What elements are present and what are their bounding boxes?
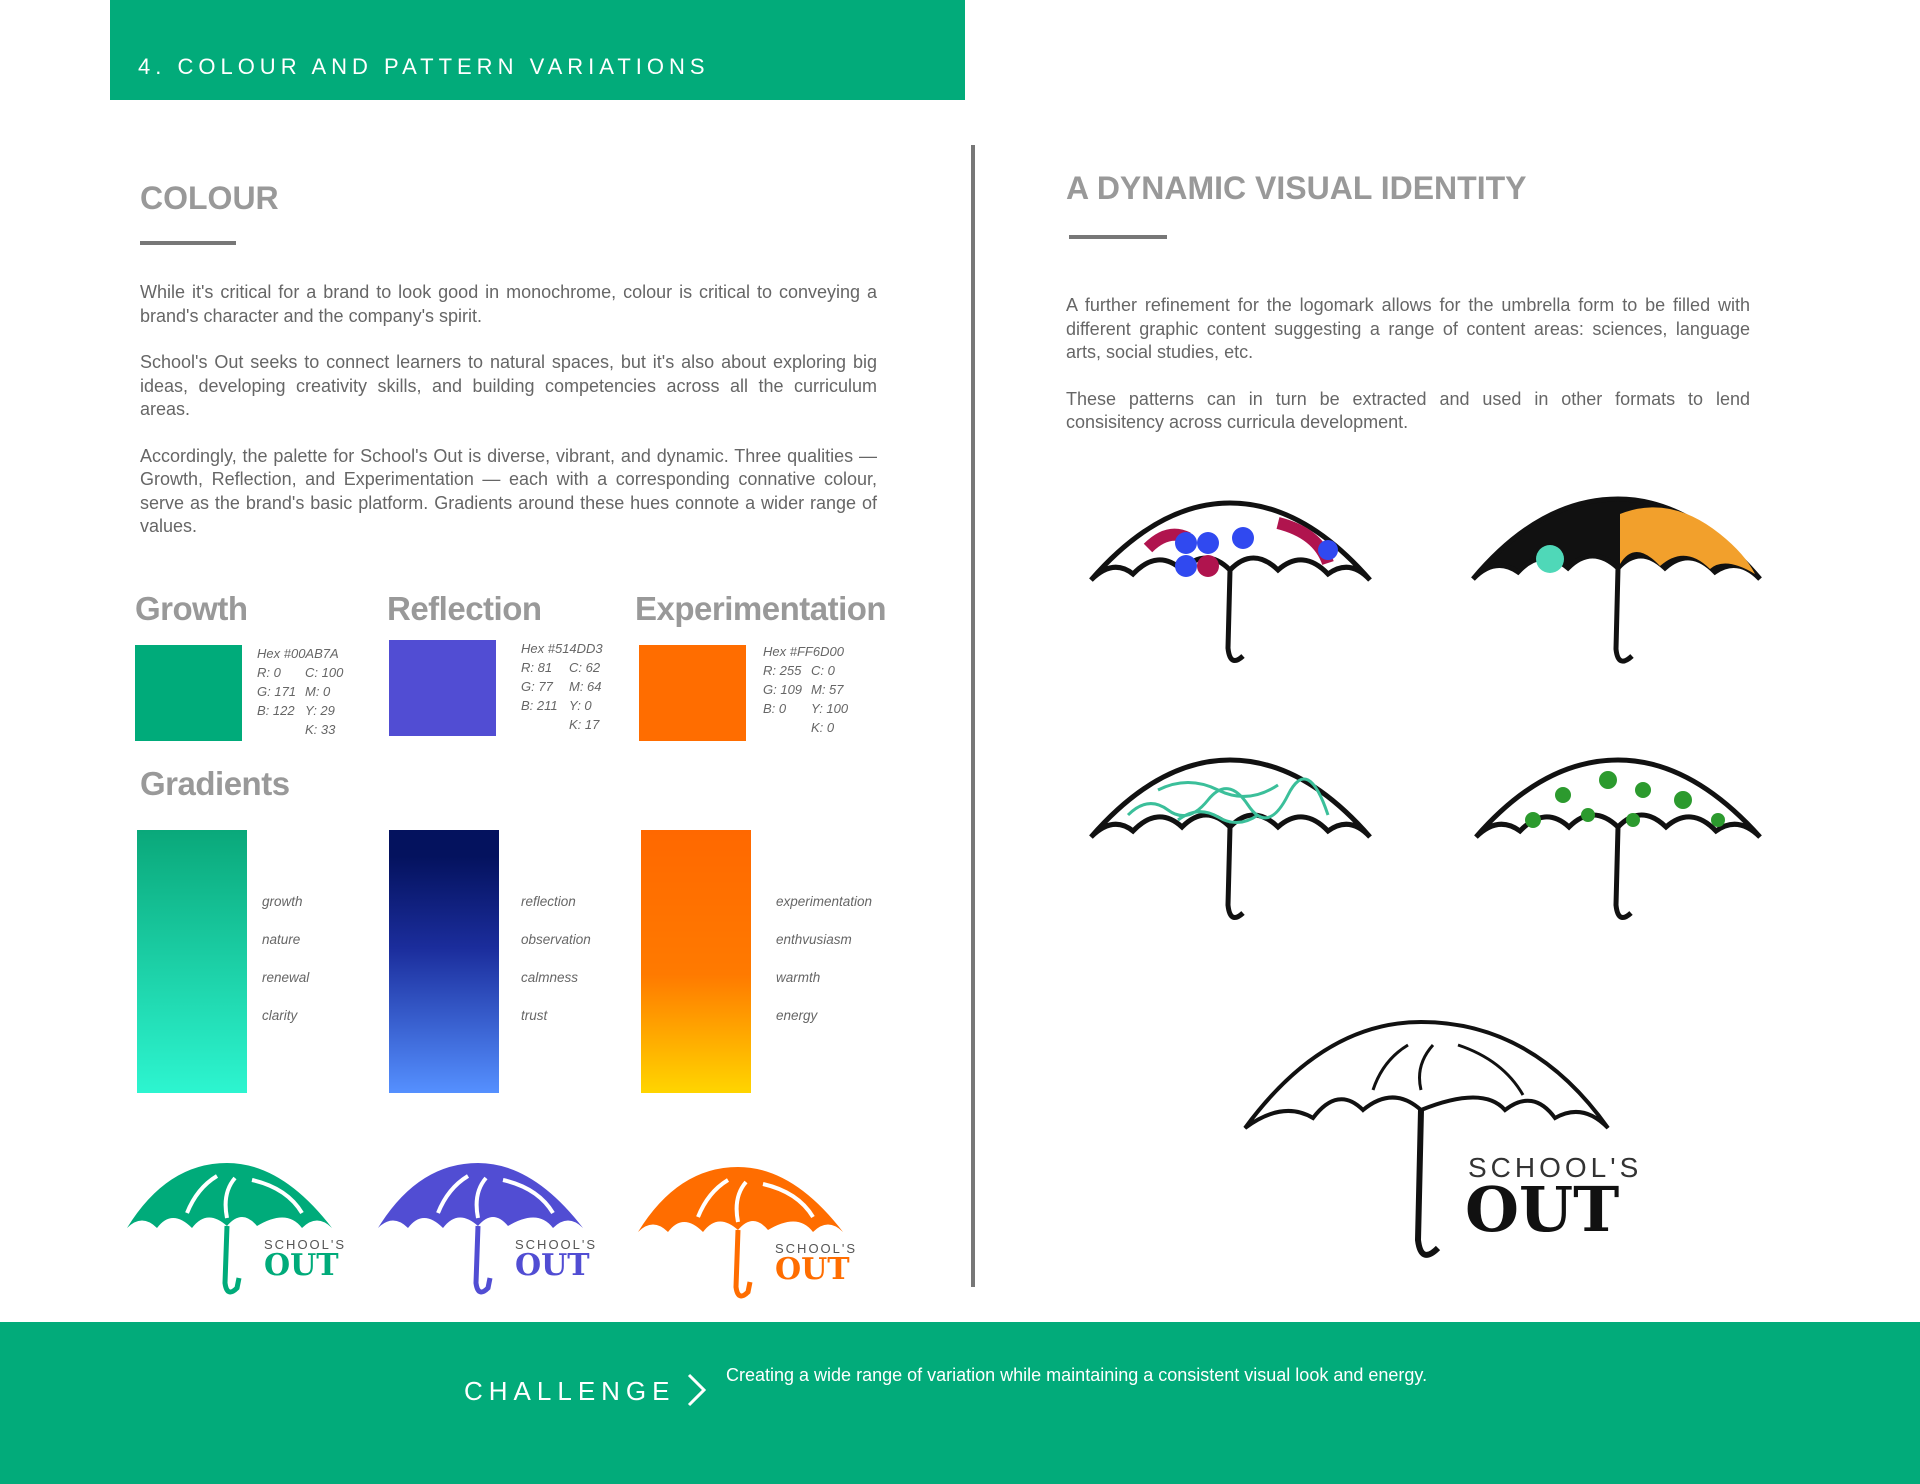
gradient-reflection (389, 830, 499, 1093)
colour-heading: COLOUR (140, 180, 279, 216)
k-value: K: 17 (569, 717, 600, 732)
gradient-label: nature (262, 932, 301, 947)
gradient-label: warmth (776, 970, 821, 985)
column-divider (971, 145, 975, 1287)
logo-line1: SCHOOL'S (264, 1237, 347, 1252)
identity-body (1066, 294, 1750, 458)
logo-line1: SCHOOL'S (775, 1241, 858, 1256)
identity-heading: A DYNAMIC VISUAL IDENTITY (1066, 170, 1527, 206)
paragraph: School's Out seeks to connect learners to natural spaces, but it's also about exploring big ideas, developing creativity skills, and building competencies across all the curriculum areas. (140, 352, 877, 419)
gradient-label: energy (776, 1008, 818, 1023)
gradient-growth (137, 830, 247, 1093)
c-value: C: 62 (569, 660, 601, 675)
b-value: B: 0 (763, 701, 787, 716)
section-header-bar (110, 0, 965, 100)
heading-underline (140, 241, 236, 245)
swatch-title-growth: Growth (135, 590, 248, 627)
gradient-label: calmness (521, 970, 579, 985)
colour-body (140, 281, 877, 562)
umbrella-art-pattern (1470, 484, 1765, 689)
paragraph: Accordingly, the palette for School's Out is diverse, vibrant, and dynamic. Three qualities — Growth, Reflection, and Experimentation — each with a corresponding connative colour, serve as the brand's basic platform. Gradients around these hues connote a wider range of values. (140, 445, 877, 536)
k-value: K: 0 (811, 720, 835, 735)
reflection-spec (521, 639, 617, 734)
r-value: R: 0 (257, 665, 281, 680)
growth-spec (257, 644, 353, 739)
m-value: M: 64 (569, 679, 602, 694)
swatch-reflection (389, 640, 496, 736)
challenge-text: Creating a wide range of variation while maintaining a consistent visual look and energy. (726, 1365, 1428, 1385)
gradient-label: reflection (521, 894, 576, 909)
umbrella-language-pattern (1088, 745, 1373, 945)
g-value: G: 77 (521, 679, 553, 694)
experimentation-spec (763, 642, 859, 737)
gradient-label: trust (521, 1008, 548, 1023)
gradient-label: growth (262, 894, 303, 909)
gradient-experimentation (641, 830, 751, 1093)
b-value: B: 122 (257, 703, 295, 718)
gradients-heading: Gradients (140, 765, 290, 802)
challenge-label: CHALLENGE (464, 1376, 676, 1406)
umbrella-nature-pattern (1473, 745, 1763, 945)
logo-line2: OUT (775, 1252, 850, 1287)
y-value: Y: 0 (569, 698, 592, 713)
m-value: M: 57 (811, 682, 844, 697)
logo-line2: OUT (1465, 1173, 1620, 1246)
footer-bar (0, 1322, 1920, 1484)
chevron-right-icon (686, 1372, 708, 1408)
hex-value: Hex #FF6D00 (763, 644, 844, 659)
swatch-experimentation (639, 645, 746, 741)
swatch-title-experimentation: Experimentation (635, 590, 887, 627)
gradient-label: experimentation (776, 894, 873, 909)
logo-line1: SCHOOL'S (515, 1237, 598, 1252)
logo-growth (127, 1158, 347, 1308)
k-value: K: 33 (305, 722, 336, 737)
heading-underline (1069, 235, 1167, 239)
logo-experimentation (638, 1162, 858, 1312)
r-value: R: 255 (763, 663, 802, 678)
gradient-label: clarity (262, 1008, 298, 1023)
logo-line2: OUT (264, 1248, 339, 1283)
gradient-label: enthvusiasm (776, 932, 852, 947)
logo-line1: SCHOOL'S (1468, 1152, 1643, 1183)
umbrella-science-pattern (1088, 488, 1373, 688)
g-value: G: 171 (257, 684, 297, 699)
c-value: C: 0 (811, 663, 835, 678)
y-value: Y: 100 (811, 701, 849, 716)
m-value: M: 0 (305, 684, 331, 699)
gradient-label: observation (521, 932, 591, 947)
paragraph: These patterns can in turn be extracted and used in other formats to lend consisitency across curricula development. (1066, 388, 1750, 432)
hex-value: Hex #514DD3 (521, 641, 603, 656)
paragraph: While it's critical for a brand to look good in monochrome, colour is critical to conveying a brand's character and the company's spirit. (140, 282, 877, 326)
logo-line2: OUT (515, 1248, 590, 1283)
swatch-growth (135, 645, 242, 741)
hex-value: Hex #00AB7A (257, 646, 339, 661)
g-value: G: 109 (763, 682, 803, 697)
section-title: 4. COLOUR AND PATTERN VARIATIONS (138, 54, 710, 79)
logo-outline (1243, 1010, 1643, 1275)
paragraph: A further refinement for the logomark allows for the umbrella form to be filled with different graphic content suggesting a range of content areas: sciences, language arts, social studies, etc. (1066, 295, 1750, 362)
swatch-title-reflection: Reflection (387, 590, 542, 627)
logo-reflection (378, 1158, 598, 1308)
y-value: Y: 29 (305, 703, 335, 718)
gradient-label: renewal (262, 970, 310, 985)
r-value: R: 81 (521, 660, 553, 675)
c-value: C: 100 (305, 665, 344, 680)
b-value: B: 211 (521, 698, 558, 713)
